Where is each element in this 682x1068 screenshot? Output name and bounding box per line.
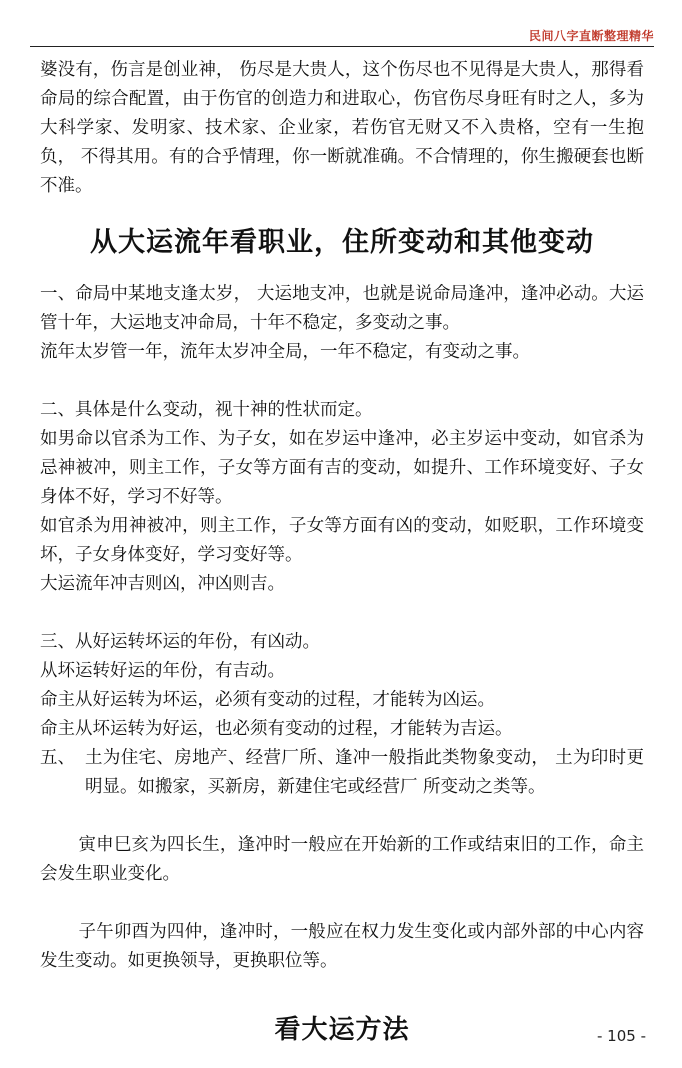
- spacer: [40, 802, 644, 831]
- item1-line2: 流年太岁管一年，流年太岁冲全局，一年不稳定，有变动之事。: [40, 342, 530, 362]
- page-number: - 105 -: [597, 1027, 646, 1045]
- item3-line3: 命主从好运转为坏运，必须有变动的过程，才能转为凶运。: [40, 690, 495, 710]
- spacer: [40, 367, 644, 396]
- item3-line2: 从坏运转好运的年份，有吉动。: [40, 661, 285, 681]
- item3-line1: 三、从好运转坏运的年份，有凶动。: [40, 632, 320, 652]
- page-content: [40, 56, 644, 1068]
- item5-number: 五、: [40, 748, 75, 768]
- item1-line1: 一、命局中某地支逢太岁， 大运地支冲，也就是说命局逢冲，逢冲必动。大运管十年，大运地支冲命局，十年不稳定，多变动之事。: [40, 284, 644, 333]
- spacer: [40, 889, 644, 918]
- item2-line4: 大运流年冲吉则凶，冲凶则吉。: [40, 574, 285, 594]
- header-book-title: 民间八字直断整理精华: [528, 29, 654, 43]
- item2-line1: 二、具体是什么变动，视十神的性状而定。: [40, 400, 373, 420]
- section-title-dayun-method: 看大运方法: [274, 1015, 410, 1045]
- item2-line2: 如男命以官杀为工作、为子女，如在岁运中逢冲，必主岁运中变动，如官杀为忌神被冲，则主工作，子女等方面有吉的变动，如提升、工作环境变好、子女身体不好，学习不好等。: [40, 429, 644, 507]
- para-four-growth: 寅申巳亥为四长生，逢冲时一般应在开始新的工作或结束旧的工作，命主会发生职业变化。: [40, 835, 644, 884]
- item3-line4: 命主从坏运转为好运，也必须有变动的过程，才能转为吉运。: [40, 719, 513, 739]
- spacer: [40, 599, 644, 628]
- item2-line3: 如官杀为用神被冲，则主工作，子女等方面有凶的变动，如贬职，工作环境变坏，子女身体变好，学习变好等。: [40, 516, 644, 565]
- item5-text: 土为住宅、房地产、经营厂所、逢冲一般指此类物象变动， 土为印时更明显。如搬家，买新房，新建住宅或经营厂 所变动之类等。: [85, 748, 644, 797]
- intro-paragraph: 婆没有，伤言是创业神， 伤尽是大贵人，这个伤尽也不见得是大贵人，那得看命局的综合配置，由于伤官的创造力和进取心，伤官伤尽身旺有时之人，多为大科学家、发明家、技术家、企业家，若伤官无财又不入贵格，空有一生抱负， 不得其用。有的合乎情理，你一断就准确。不合情理的，你生搬硬套也断不准。: [40, 60, 644, 196]
- section-title-career-changes: 从大运流年看职业，住所变动和其他变动: [90, 227, 594, 258]
- header-rule: [30, 46, 654, 47]
- item5: [40, 744, 644, 802]
- para-four-punch: 子午卯酉为四仲，逢冲时，一般应在权力发生变化或内部外部的中心内容发生变动。如更换领导，更换职位等。: [40, 922, 644, 971]
